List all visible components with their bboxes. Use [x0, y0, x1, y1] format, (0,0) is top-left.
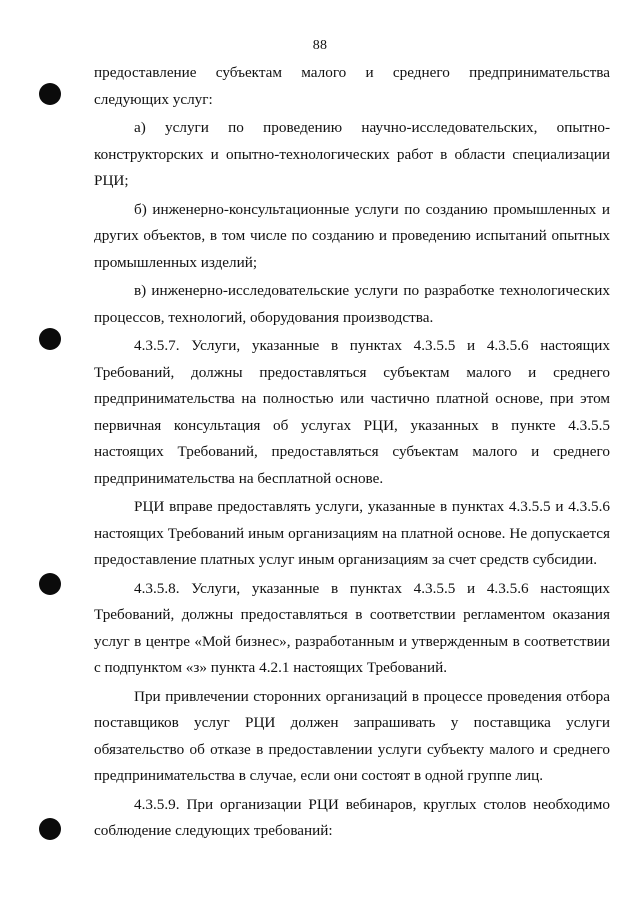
- punch-hole: [39, 573, 61, 595]
- paragraph: предоставление субъектам малого и среднего предпринимательства следующих услуг:: [94, 64, 610, 108]
- paragraph: 4.3.5.9. При организации РЦИ вебинаров, круглых столов необходимо соблюдение следующих требований:: [94, 795, 610, 839]
- paragraph: а) услуги по проведению научно-исследовательских, опытно-конструкторских и опытно-технологических работ в области специализации РЦИ;: [94, 119, 610, 189]
- punch-hole: [39, 818, 61, 840]
- paragraph: При привлечении сторонних организаций в процессе проведения отбора поставщиков услуг РЦИ должен запрашивать у поставщика услуги обязательство об отказе в предоставлении услуги субъекту малого и среднего предпринимательства в случае, если они состоят в одной группе лиц.: [94, 687, 610, 784]
- paragraph: в) инженерно-исследовательские услуги по разработке технологических процессов, технологий, оборудования производства.: [94, 282, 610, 326]
- paragraph: 4.3.5.8. Услуги, указанные в пунктах 4.3.5.5 и 4.3.5.6 настоящих Требований, должны предоставляться в соответствии регламентом оказания услуг в центре «Мой бизнес», разработанным и утвержденным в соответствии с подпунктом «з» пункта 4.2.1 настоящих Требований.: [94, 579, 610, 676]
- paragraph: РЦИ вправе предоставлять услуги, указанные в пунктах 4.3.5.5 и 4.3.5.6 настоящих Требований иным организациям на платной основе. Не допускается предоставление платных услуг иным организациям за счет средств субсидии.: [94, 498, 610, 568]
- paragraph: 4.3.5.7. Услуги, указанные в пунктах 4.3.5.5 и 4.3.5.6 настоящих Требований, должны предоставляться субъектам малого и среднего предпринимательства на полностью или частично платной основе, при этом первичная консультация об услугах РЦИ, указанных в пункте 4.3.5.5 настоящих Требований, предоставляться субъектам малого и среднего предпринимательства на бесплатной основе.: [94, 337, 610, 487]
- punch-hole: [39, 83, 61, 105]
- body-text: [94, 60, 610, 845]
- page-number: 88: [312, 38, 328, 53]
- punch-hole: [39, 328, 61, 350]
- paragraph: б) инженерно-консультационные услуги по созданию промышленных и других объектов, в том числе по созданию и проведению испытаний опытных промышленных изделий;: [94, 200, 610, 271]
